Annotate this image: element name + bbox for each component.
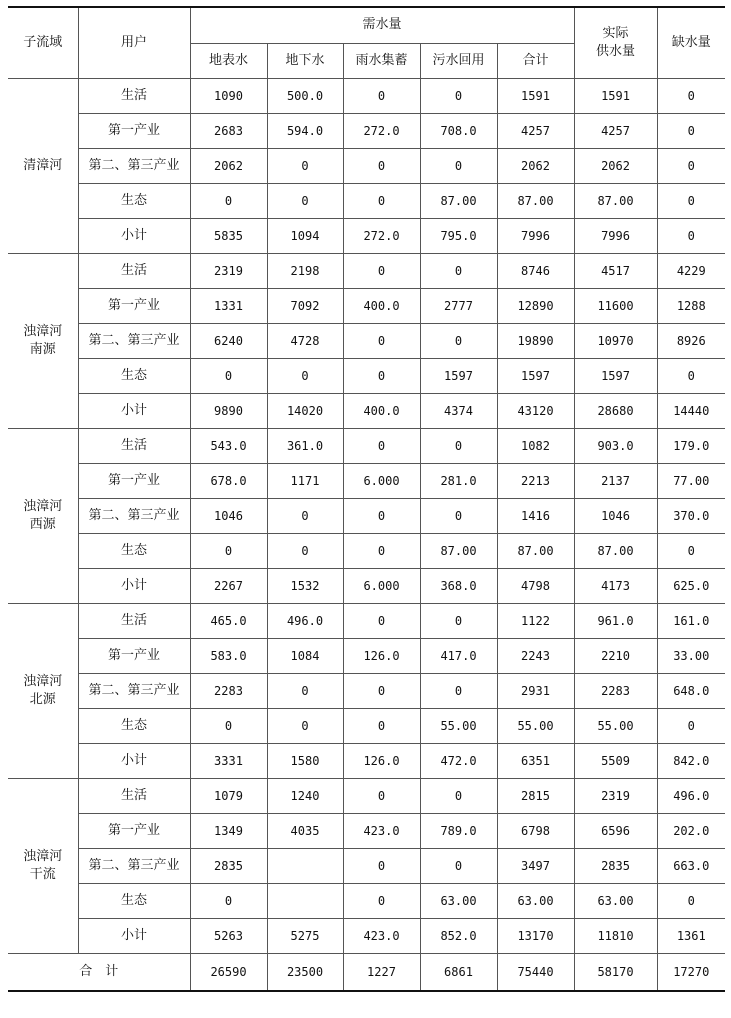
- value-cell: 126.0: [343, 743, 420, 778]
- value-cell: 0: [420, 848, 497, 883]
- value-cell: 0: [267, 183, 343, 218]
- value-cell: 2777: [420, 288, 497, 323]
- value-cell: 1580: [267, 743, 343, 778]
- value-cell: 0: [657, 533, 725, 568]
- table-row: [8, 463, 725, 498]
- table-row: [8, 743, 725, 778]
- value-cell: 6240: [190, 323, 267, 358]
- value-cell: 0: [420, 603, 497, 638]
- value-cell: 0: [343, 708, 420, 743]
- table-row: [8, 323, 725, 358]
- value-cell: 87.00: [574, 183, 657, 218]
- user-cell: 小计: [78, 218, 190, 253]
- value-cell: 0: [343, 673, 420, 708]
- value-cell: 1171: [267, 463, 343, 498]
- value-cell: 272.0: [343, 113, 420, 148]
- value-cell: 2267: [190, 568, 267, 603]
- value-cell: 2319: [190, 253, 267, 288]
- value-cell: 13170: [497, 918, 574, 953]
- value-cell: 2243: [497, 638, 574, 673]
- value-cell: 2931: [497, 673, 574, 708]
- value-cell: 0: [190, 183, 267, 218]
- table-row: [8, 393, 725, 428]
- header-row-1: [8, 7, 725, 43]
- value-cell: 0: [343, 428, 420, 463]
- table-row: [8, 813, 725, 848]
- value-cell: 43120: [497, 393, 574, 428]
- value-cell: 1597: [574, 358, 657, 393]
- user-cell: 第二、第三产业: [78, 498, 190, 533]
- value-cell: 11600: [574, 288, 657, 323]
- value-cell: 1094: [267, 218, 343, 253]
- value-cell: 852.0: [420, 918, 497, 953]
- value-cell: 0: [267, 708, 343, 743]
- value-cell: 7996: [497, 218, 574, 253]
- value-cell: 417.0: [420, 638, 497, 673]
- total-value-cell: 75440: [497, 953, 574, 991]
- value-cell: 0: [190, 883, 267, 918]
- value-cell: 55.00: [574, 708, 657, 743]
- value-cell: 4035: [267, 813, 343, 848]
- user-cell: 生活: [78, 778, 190, 813]
- header-basin: 子流域: [8, 7, 78, 78]
- value-cell: 0: [343, 778, 420, 813]
- value-cell: 2210: [574, 638, 657, 673]
- value-cell: 126.0: [343, 638, 420, 673]
- value-cell: 1079: [190, 778, 267, 813]
- user-cell: 小计: [78, 918, 190, 953]
- user-cell: 生态: [78, 183, 190, 218]
- value-cell: 2835: [574, 848, 657, 883]
- table-row: [8, 918, 725, 953]
- value-cell: 0: [267, 358, 343, 393]
- value-cell: 0: [267, 498, 343, 533]
- table-row: [8, 428, 725, 463]
- value-cell: 0: [343, 183, 420, 218]
- value-cell: 2062: [497, 148, 574, 183]
- value-cell: 161.0: [657, 603, 725, 638]
- value-cell: 4517: [574, 253, 657, 288]
- value-cell: 1591: [574, 78, 657, 113]
- value-cell: 1597: [497, 358, 574, 393]
- header-actual-supply: 实际 供水量: [574, 7, 657, 78]
- value-cell: 0: [420, 498, 497, 533]
- value-cell: 400.0: [343, 288, 420, 323]
- value-cell: 903.0: [574, 428, 657, 463]
- value-cell: 4728: [267, 323, 343, 358]
- value-cell: 77.00: [657, 463, 725, 498]
- table-row: [8, 148, 725, 183]
- value-cell: 423.0: [343, 813, 420, 848]
- user-cell: 生态: [78, 533, 190, 568]
- value-cell: 0: [343, 358, 420, 393]
- total-value-cell: 6861: [420, 953, 497, 991]
- value-cell: 0: [420, 78, 497, 113]
- user-cell: 第一产业: [78, 463, 190, 498]
- user-cell: 生活: [78, 78, 190, 113]
- value-cell: 2213: [497, 463, 574, 498]
- total-value-cell: 1227: [343, 953, 420, 991]
- table-row: [8, 218, 725, 253]
- table-row: [8, 568, 725, 603]
- water-balance-table: [8, 6, 725, 992]
- value-cell: 423.0: [343, 918, 420, 953]
- value-cell: 6351: [497, 743, 574, 778]
- value-cell: 5509: [574, 743, 657, 778]
- value-cell: 5835: [190, 218, 267, 253]
- value-cell: 0: [657, 708, 725, 743]
- table-row: [8, 498, 725, 533]
- value-cell: 28680: [574, 393, 657, 428]
- value-cell: 2283: [574, 673, 657, 708]
- value-cell: 0: [343, 78, 420, 113]
- total-label: 合 计: [8, 953, 190, 991]
- value-cell: 10970: [574, 323, 657, 358]
- value-cell: 0: [657, 113, 725, 148]
- table-row: [8, 673, 725, 708]
- value-cell: 0: [657, 218, 725, 253]
- value-cell: 0: [420, 778, 497, 813]
- value-cell: 87.00: [497, 533, 574, 568]
- user-cell: 第二、第三产业: [78, 848, 190, 883]
- value-cell: 0: [267, 533, 343, 568]
- value-cell: 2835: [190, 848, 267, 883]
- value-cell: 2283: [190, 673, 267, 708]
- value-cell: 1361: [657, 918, 725, 953]
- table-row: [8, 708, 725, 743]
- value-cell: 0: [657, 148, 725, 183]
- value-cell: 961.0: [574, 603, 657, 638]
- value-cell: 33.00: [657, 638, 725, 673]
- user-cell: 第一产业: [78, 113, 190, 148]
- basin-cell: 浊漳河 南源: [8, 253, 78, 428]
- value-cell: 842.0: [657, 743, 725, 778]
- value-cell: 0: [343, 253, 420, 288]
- value-cell: 4257: [574, 113, 657, 148]
- value-cell: 1082: [497, 428, 574, 463]
- value-cell: 2062: [190, 148, 267, 183]
- value-cell: 1288: [657, 288, 725, 323]
- value-cell: 1349: [190, 813, 267, 848]
- value-cell: 87.00: [420, 183, 497, 218]
- value-cell: 87.00: [574, 533, 657, 568]
- value-cell: 2319: [574, 778, 657, 813]
- value-cell: 4374: [420, 393, 497, 428]
- value-cell: 0: [420, 148, 497, 183]
- value-cell: 1331: [190, 288, 267, 323]
- table-row: [8, 603, 725, 638]
- value-cell: 0: [343, 323, 420, 358]
- value-cell: 7092: [267, 288, 343, 323]
- total-row: [8, 953, 725, 991]
- value-cell: 0: [657, 78, 725, 113]
- value-cell: 500.0: [267, 78, 343, 113]
- header-user: 用户: [78, 7, 190, 78]
- total-value-cell: 26590: [190, 953, 267, 991]
- table-body: [8, 7, 725, 991]
- value-cell: 678.0: [190, 463, 267, 498]
- total-value-cell: 23500: [267, 953, 343, 991]
- table-row: [8, 638, 725, 673]
- value-cell: 663.0: [657, 848, 725, 883]
- value-cell: 583.0: [190, 638, 267, 673]
- value-cell: 6798: [497, 813, 574, 848]
- value-cell: 11810: [574, 918, 657, 953]
- value-cell: 8746: [497, 253, 574, 288]
- value-cell: [267, 848, 343, 883]
- table-row: [8, 358, 725, 393]
- value-cell: 0: [190, 708, 267, 743]
- value-cell: 4229: [657, 253, 725, 288]
- value-cell: 594.0: [267, 113, 343, 148]
- total-value-cell: 17270: [657, 953, 725, 991]
- header-rainwater: 雨水集蓄: [343, 43, 420, 78]
- value-cell: 0: [343, 883, 420, 918]
- value-cell: 5263: [190, 918, 267, 953]
- table-row: [8, 533, 725, 568]
- user-cell: 第一产业: [78, 288, 190, 323]
- value-cell: 496.0: [657, 778, 725, 813]
- value-cell: 648.0: [657, 673, 725, 708]
- table-row: [8, 848, 725, 883]
- table-row: [8, 778, 725, 813]
- value-cell: 12890: [497, 288, 574, 323]
- header-demand-total: 合计: [497, 43, 574, 78]
- value-cell: 4257: [497, 113, 574, 148]
- value-cell: 795.0: [420, 218, 497, 253]
- value-cell: 370.0: [657, 498, 725, 533]
- value-cell: 3497: [497, 848, 574, 883]
- value-cell: 14020: [267, 393, 343, 428]
- value-cell: 87.00: [420, 533, 497, 568]
- basin-cell: 浊漳河 北源: [8, 603, 78, 778]
- value-cell: 1597: [420, 358, 497, 393]
- value-cell: 14440: [657, 393, 725, 428]
- value-cell: 179.0: [657, 428, 725, 463]
- header-reclaimed-water: 污水回用: [420, 43, 497, 78]
- user-cell: 第一产业: [78, 813, 190, 848]
- value-cell: 0: [190, 358, 267, 393]
- value-cell: 0: [343, 148, 420, 183]
- value-cell: 1122: [497, 603, 574, 638]
- value-cell: 1416: [497, 498, 574, 533]
- value-cell: 361.0: [267, 428, 343, 463]
- value-cell: 465.0: [190, 603, 267, 638]
- value-cell: 0: [343, 603, 420, 638]
- value-cell: 1046: [574, 498, 657, 533]
- value-cell: 0: [420, 323, 497, 358]
- value-cell: 1532: [267, 568, 343, 603]
- value-cell: 0: [420, 253, 497, 288]
- table-row: [8, 78, 725, 113]
- value-cell: 1084: [267, 638, 343, 673]
- value-cell: 496.0: [267, 603, 343, 638]
- user-cell: 小计: [78, 743, 190, 778]
- value-cell: 2137: [574, 463, 657, 498]
- header-surface-water: 地表水: [190, 43, 267, 78]
- value-cell: 0: [420, 428, 497, 463]
- user-cell: 第二、第三产业: [78, 323, 190, 358]
- value-cell: 0: [420, 673, 497, 708]
- value-cell: 63.00: [574, 883, 657, 918]
- value-cell: 63.00: [420, 883, 497, 918]
- value-cell: 0: [343, 533, 420, 568]
- value-cell: 2062: [574, 148, 657, 183]
- value-cell: 4173: [574, 568, 657, 603]
- value-cell: 625.0: [657, 568, 725, 603]
- value-cell: 789.0: [420, 813, 497, 848]
- value-cell: [267, 883, 343, 918]
- header-shortage: 缺水量: [657, 7, 725, 78]
- table-row: [8, 288, 725, 323]
- value-cell: 55.00: [420, 708, 497, 743]
- value-cell: 55.00: [497, 708, 574, 743]
- user-cell: 生活: [78, 253, 190, 288]
- value-cell: 400.0: [343, 393, 420, 428]
- value-cell: 7996: [574, 218, 657, 253]
- user-cell: 第二、第三产业: [78, 673, 190, 708]
- user-cell: 生活: [78, 428, 190, 463]
- value-cell: 6596: [574, 813, 657, 848]
- value-cell: 2198: [267, 253, 343, 288]
- value-cell: 2815: [497, 778, 574, 813]
- value-cell: 1046: [190, 498, 267, 533]
- table-row: [8, 253, 725, 288]
- value-cell: 272.0: [343, 218, 420, 253]
- value-cell: 5275: [267, 918, 343, 953]
- table-row: [8, 183, 725, 218]
- user-cell: 生态: [78, 708, 190, 743]
- value-cell: 0: [267, 148, 343, 183]
- value-cell: 0: [343, 848, 420, 883]
- user-cell: 生态: [78, 358, 190, 393]
- basin-cell: 清漳河: [8, 78, 78, 253]
- value-cell: 4798: [497, 568, 574, 603]
- value-cell: 8926: [657, 323, 725, 358]
- basin-cell: 浊漳河 干流: [8, 778, 78, 953]
- user-cell: 第一产业: [78, 638, 190, 673]
- value-cell: 3331: [190, 743, 267, 778]
- header-groundwater: 地下水: [267, 43, 343, 78]
- value-cell: 6.000: [343, 568, 420, 603]
- value-cell: 543.0: [190, 428, 267, 463]
- value-cell: 0: [190, 533, 267, 568]
- user-cell: 生态: [78, 883, 190, 918]
- value-cell: 368.0: [420, 568, 497, 603]
- total-value-cell: 58170: [574, 953, 657, 991]
- value-cell: 1090: [190, 78, 267, 113]
- value-cell: 87.00: [497, 183, 574, 218]
- value-cell: 281.0: [420, 463, 497, 498]
- value-cell: 0: [657, 883, 725, 918]
- value-cell: 9890: [190, 393, 267, 428]
- value-cell: 0: [657, 358, 725, 393]
- value-cell: 1240: [267, 778, 343, 813]
- value-cell: 202.0: [657, 813, 725, 848]
- user-cell: 小计: [78, 393, 190, 428]
- value-cell: 63.00: [497, 883, 574, 918]
- user-cell: 第二、第三产业: [78, 148, 190, 183]
- user-cell: 小计: [78, 568, 190, 603]
- table-row: [8, 883, 725, 918]
- value-cell: 6.000: [343, 463, 420, 498]
- value-cell: 0: [267, 673, 343, 708]
- table-row: [8, 113, 725, 148]
- value-cell: 708.0: [420, 113, 497, 148]
- value-cell: 0: [657, 183, 725, 218]
- value-cell: 19890: [497, 323, 574, 358]
- value-cell: 0: [343, 498, 420, 533]
- basin-cell: 浊漳河 西源: [8, 428, 78, 603]
- value-cell: 2683: [190, 113, 267, 148]
- value-cell: 1591: [497, 78, 574, 113]
- header-demand: 需水量: [190, 7, 574, 43]
- value-cell: 472.0: [420, 743, 497, 778]
- user-cell: 生活: [78, 603, 190, 638]
